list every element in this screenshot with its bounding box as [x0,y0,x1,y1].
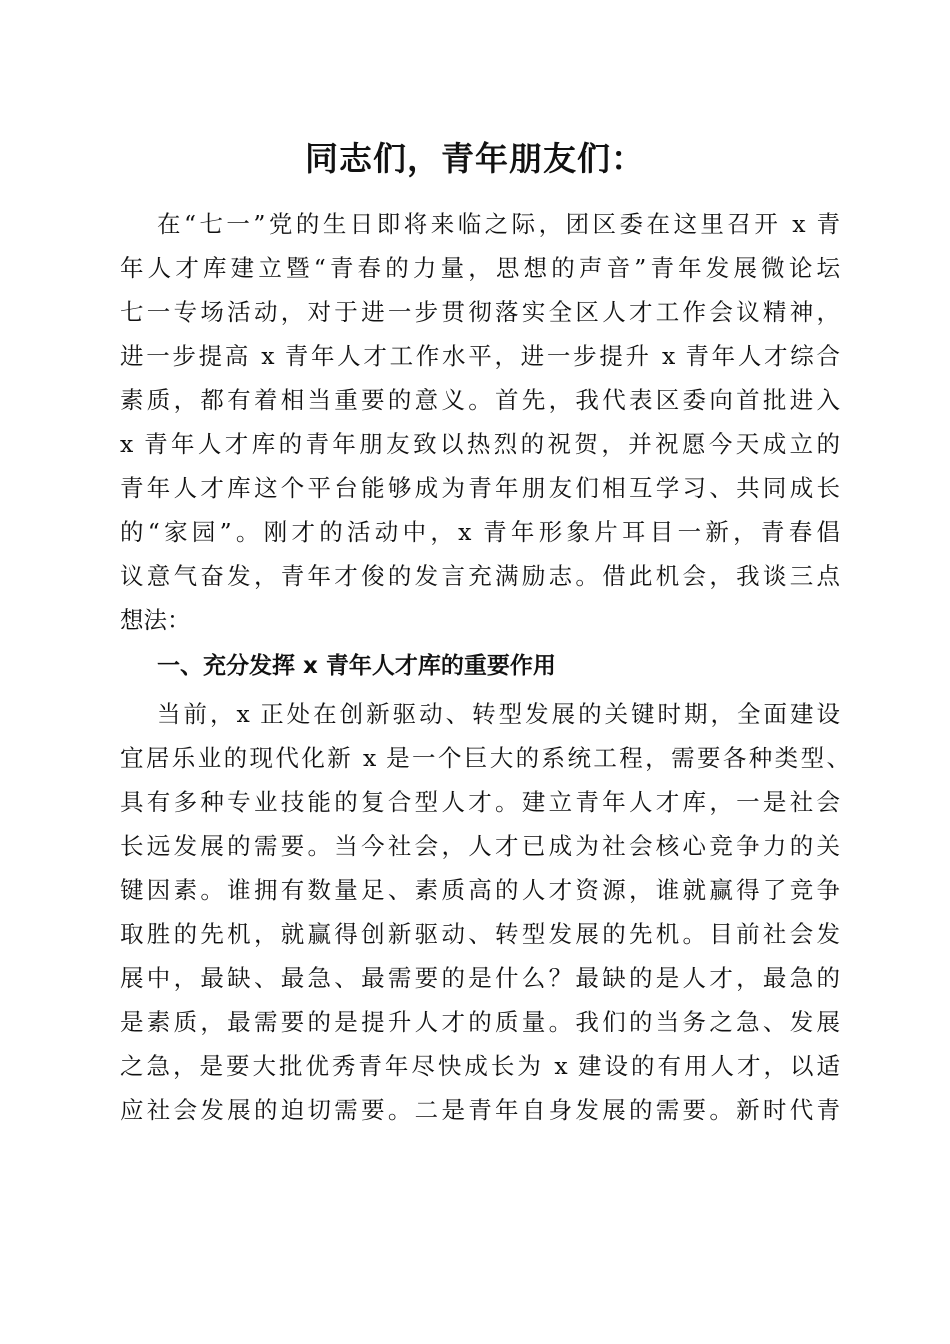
paragraph-1-line-2: 年人才库建立暨“青春的力量，思想的声音”青年发展微论坛 [120,254,840,282]
paragraph-1-line-4: 进一步提高 x 青年人才工作水平，进一步提升 x 青年人才综合 [120,342,840,370]
paragraph-1-line-10: 想法： [120,606,191,634]
paragraph-1-line-7: 青年人才库这个平台能够成为青年朋友们相互学习、共同成长 [120,474,840,502]
paragraph-1-line-9: 议意气奋发，青年才俊的发言充满励志。借此机会，我谈三点 [120,562,840,590]
paragraph-1-line-5: 素质，都有着相当重要的意义。首先，我代表区委向首批进入 [120,386,840,414]
paragraph-2-line-9: 之急，是要大批优秀青年尽快成长为 x 建设的有用人才，以适 [120,1052,840,1080]
paragraph-2-line-8: 是素质，最需要的是提升人才的质量。我们的当务之急、发展 [120,1008,840,1036]
paragraph-2-line-6: 取胜的先机，就赢得创新驱动、转型发展的先机。目前社会发 [120,920,840,948]
paragraph-1-line-6: x 青年人才库的青年朋友致以热烈的祝贺，并祝愿今天成立的 [120,430,840,458]
paragraph-1-line-8: 的“家园”。刚才的活动中，x 青年形象片耳目一新，青春倡 [120,518,840,546]
paragraph-2-line-5: 键因素。谁拥有数量足、素质高的人才资源，谁就赢得了竞争 [120,876,840,904]
paragraph-2-line-7: 展中，最缺、最急、最需要的是什么？最缺的是人才，最急的 [120,964,840,992]
paragraph-2-line-1: 当前，x 正处在创新驱动、转型发展的关键时期，全面建设 [157,700,840,728]
section-heading-1: 一、充分发挥 x 青年人才库的重要作用 [157,653,556,679]
page-title: 同志们，青年朋友们： [305,139,645,178]
paragraph-2-line-2: 宜居乐业的现代化新 x 是一个巨大的系统工程，需要各种类型、 [120,744,850,772]
paragraph-2-line-10: 应社会发展的迫切需要。二是青年自身发展的需要。新时代青 [120,1096,840,1124]
paragraph-2-line-4: 长远发展的需要。当今社会，人才已成为社会核心竞争力的关 [120,832,840,860]
paragraph-1-line-3: 七一专场活动，对于进一步贯彻落实全区人才工作会议精神， [120,298,840,326]
paragraph-1-line-1: 在“七一”党的生日即将来临之际，团区委在这里召开 x 青 [157,210,840,238]
paragraph-2-line-3: 具有多种专业技能的复合型人才。建立青年人才库，一是社会 [120,788,840,816]
